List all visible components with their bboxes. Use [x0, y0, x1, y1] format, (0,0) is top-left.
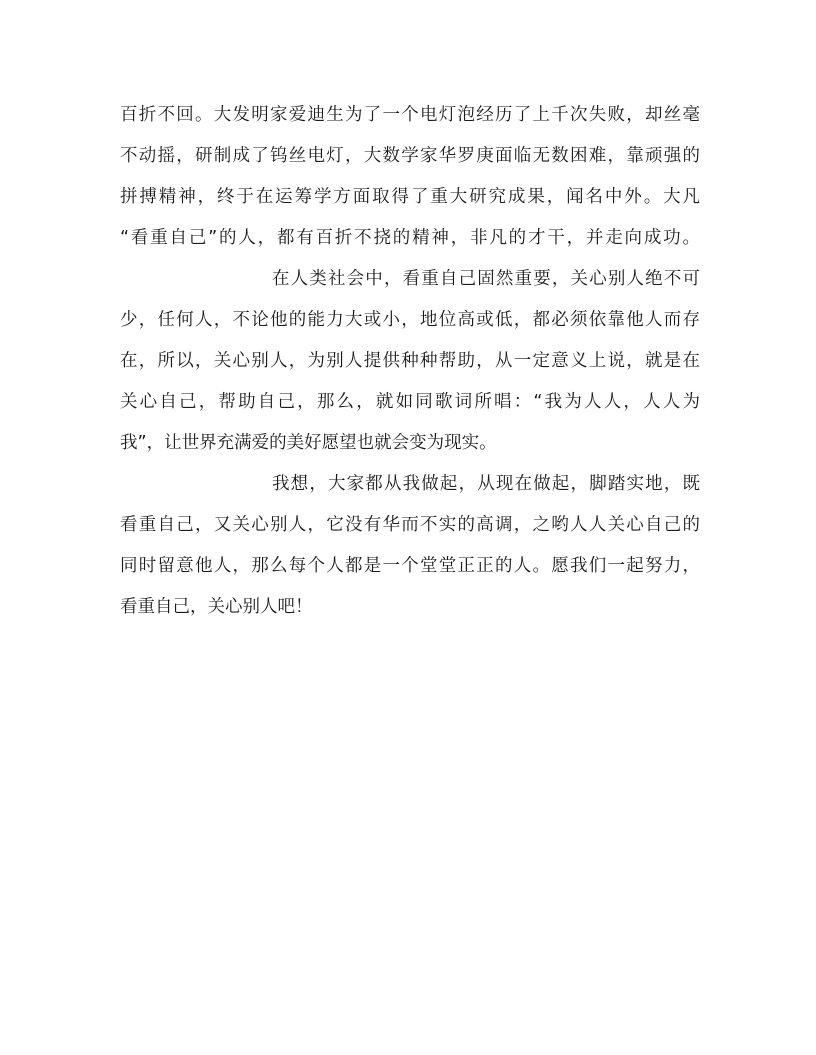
- document-body: [120, 95, 700, 628]
- paragraph-line: 看重自己，又关心别人，它没有华而不实的高调，之哟人人关心自己的: [120, 515, 700, 535]
- paragraph-line: “看重自己”的人，都有百折不挠的精神，非凡的才干，并走向成功。: [120, 228, 700, 248]
- paragraph-2: [120, 259, 700, 464]
- paragraph-line: 我想，大家都从我做起，从现在做起，脚踏实地，既: [272, 474, 700, 494]
- paragraph-line: 我”，让世界充满爱的美好愿望也就会变为现实。: [120, 433, 497, 453]
- paragraph-3: [120, 464, 700, 628]
- paragraph-line: 百折不回。大发明家爱迪生为了一个电灯泡经历了上千次失败，却丝毫: [120, 105, 700, 125]
- paragraph-line: 拼搏精神，终于在运筹学方面取得了重大研究成果，闻名中外。大凡: [120, 187, 700, 207]
- paragraph-line: 不动摇，研制成了钨丝电灯，大数学家华罗庚面临无数困难，靠顽强的: [120, 146, 700, 166]
- paragraph-line: 在人类社会中，看重自己固然重要，关心别人绝不可: [272, 269, 700, 289]
- paragraph-line: 同时留意他人，那么每个人都是一个堂堂正正的人。愿我们一起努力，: [120, 556, 700, 576]
- paragraph-line: 看重自己，关心别人吧！: [120, 597, 313, 617]
- paragraph-line: 少，任何人，不论他的能力大或小，地位高或低，都必须依靠他人而存: [120, 310, 700, 330]
- paragraph-line: 关心自己，帮助自己，那么，就如同歌词所唱：“我为人人，人人为: [120, 392, 700, 412]
- paragraph-line: 在，所以，关心别人，为别人提供种种帮助，从一定意义上说，就是在: [120, 351, 700, 371]
- paragraph-1: [120, 95, 700, 259]
